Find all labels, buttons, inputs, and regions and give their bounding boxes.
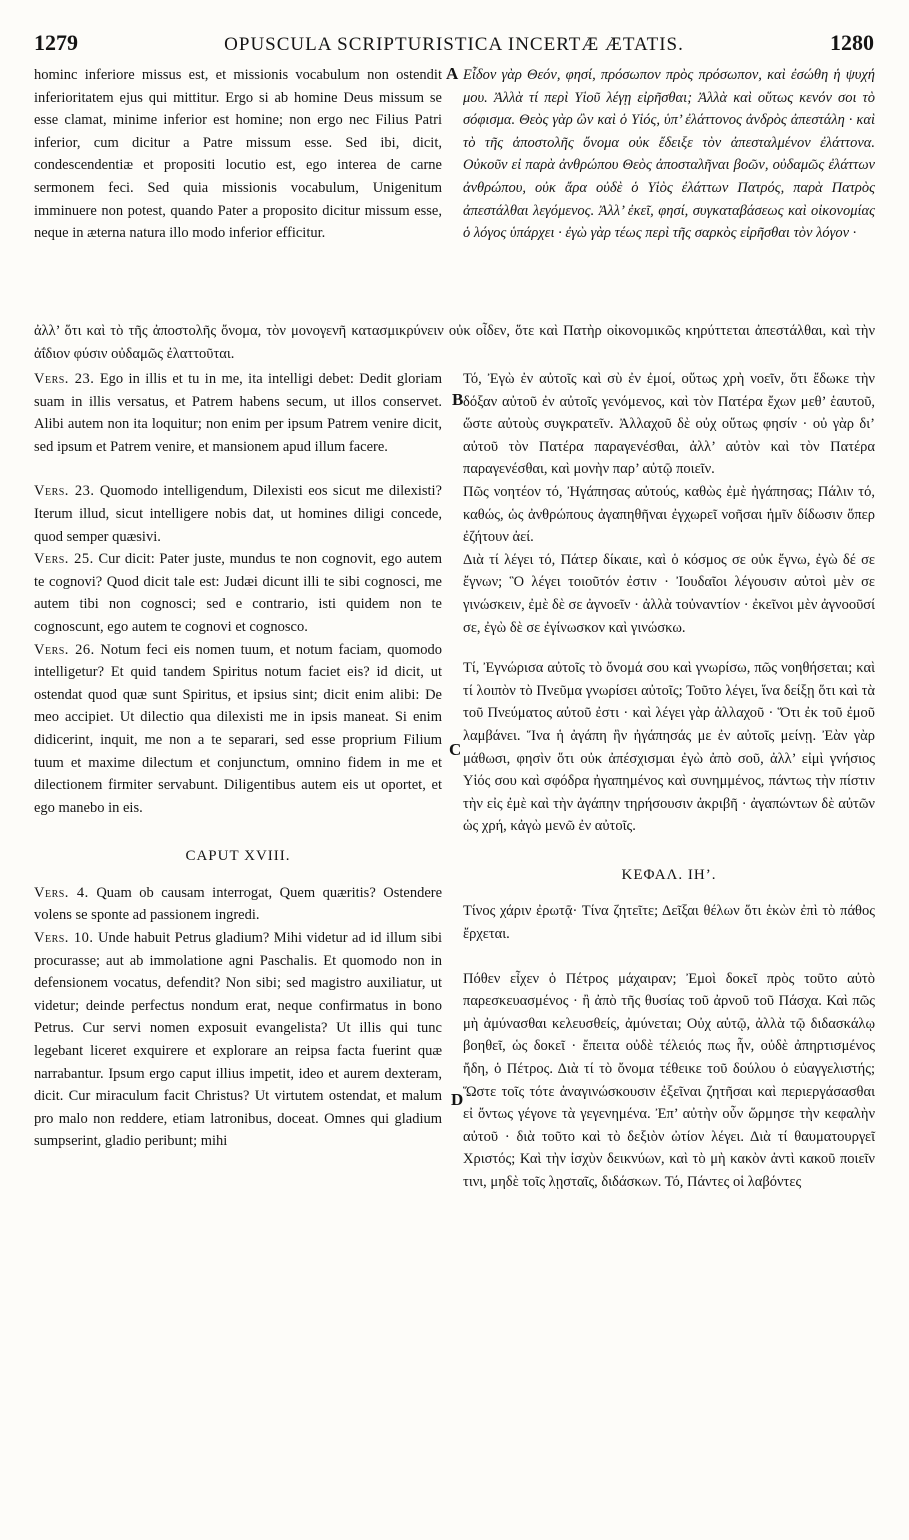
margin-letter-c: C [449,740,462,759]
chapter-heading-greek: ΚΕΦΑΛ. ΙΗ’. [621,866,717,883]
latin-verse [34,480,442,548]
verse-label: Vers. 4. [34,884,89,901]
verse-text: Unde habuit Petrus gladium? Mihi videtur ad id illum sibi procurasse; aut ab immolatione agni Paschalis. Et quomodo non in defensionem vocatus, defendit? Non sibi; sed magistro auxiliatur, ut videtur; deinde perfectus nondum erat, neque confirmatus in bono Petrus. Cur servi nomen exposuit evangelista? Ut illis qui tunc legebant liceret exquirere et explorare an reipsa facta fuerint quæ narrabantur. Ipsum ergo caput illius impetit, ideo et aurem dexteram, dicit. Cur miraculum facit Christus? Ut virtutem ostendat, et malum pro malo non reddere, etiam latronibus, doceat. Omnes qui gladium sumpserint, gladio peribunt; mihi [34,930,442,1150]
greek-column-main [463,368,875,1194]
greek-verse: Πόθεν εἶχεν ὁ Πέτρος μάχαιραν; Ἐμοὶ δοκεῖ πρὸς τοῦτο αὐτὸ παρεσκευασμένος · ἢ ἀπὸ τῆς θυσίας τοῦ ἀρνοῦ τοῦ Πάσχα. Καὶ πῶς μὴ ἀμύνασθαι κελευσθείς, ἀμύνεται; Οὐχ αὑτῷ, ἀλλὰ τῷ διδασκάλῳ βοηθεῖ, ὡς δοκεῖ · ἔπειτα οὐδὲ τέλειός πως ἦν, οὐδὲ ἀπηρτισμένος ἤδη, ὁ Πέτρος. Διὰ τί τὸ ὄνομα τέθεικε τοῦ δούλου ὁ εὐαγγελιστής; Ὥστε τοῖς τότε ἀναγινώσκουσιν ἐξεῖναι ζητῆσαι καὶ περιεργάσασθαι εἰ ὄντως γέγονε τὰ γεγενημένα. Ἐπ’ αὐτὴν οὖν ὥρμησε τὴν κεφαλὴν αὐτοῦ · διὰ τοῦτο καὶ τὸ δεξιὸν ὠτίον λέγει. Διὰ τί θαυματουργεῖ Χριστός; Καὶ τὴν ἰσχὺν δεικνύων, καὶ τὸ μὴ κακὸν ἀντὶ κακοῦ ποιεῖν τινι, μηδὲ τοῖς λῃσταῖς, διδάσκων. Τό, Πάντες οἱ λαβόντες [463,970,875,1190]
latin-verse [34,927,442,1153]
latin-column-top [34,64,442,245]
greek-verse: Τό, Ἐγὼ ἐν αὐτοῖς καὶ σὺ ἐν ἐμοί, οὕτως χρὴ νοεῖν, ὅτι ἔδωκε τὴν δόξαν αὐτοῦ ἐν αὐτοῖς γενόμενος, καὶ τὸν Πατέρα ἔχων μεθ’ ἑαυτοῦ, ὥστε αὐτοὺς συγκρατεῖν. Ἀλλαχοῦ δὲ οὐχ οὕτως φησίν · οὐ γὰρ δι’ αὐτοῦ τὸν Πατέρα παραγενέσθαι, ἀλλ’ αὐτὸν καὶ τὸν Πατέρα παραγενέσθαι, καὶ μονὴν παρ’ αὐτῷ ποιεῖν. [463,371,875,478]
margin-letter-d: D [451,1090,464,1109]
greek-full-width-line [34,320,875,365]
verse-label: Vers. 26. [34,641,95,658]
verse-label: Vers. 23. [34,371,95,387]
margin-letter-b: B [452,390,464,409]
greek-continuation: ἀλλ’ ὅτι καὶ τὸ τῆς ἀποστολῆς ὄνομα, τὸν μονογενῆ κατασμικρύνειν οὐκ οἶδεν, ὅτε καὶ Πατὴρ οἰκονομικῶς κηρύττεται ἀπεστάλθαι, καὶ τὴν ἀΐδιον φύσιν οὐδαμῶς ἐλαττοῦται. [34,323,875,362]
verse-text: Quam ob causam interrogat, Quem quæritis? Ostendere volens se sponte ad passionem ingredi. [34,884,443,924]
latin-verse [34,882,442,927]
verse-label: Vers. 10. [34,930,94,947]
latin-verse [34,548,442,638]
chapter-heading-latin: CAPUT XVIII. [185,848,291,865]
greek-column-top [463,64,875,245]
latin-paragraph: hominc inferiore missus est, et missionis vocabulum non ostendit inferioritatem ejus qui mittitur. Ergo si ab homine Deus missum se esse clamat, minime inferior est homine; non ergo nec Filius Patri inferior, cum dicitur a Patre missum esse. Sed ibi, dicit, condescendentiæ et propositi locutio est, ego interea de carne sermonem feci. Sed quia missionis vocabulum, Unigenitum imminuere non potest, quando Pater a proposito dicitur missum esse, neque in æterna natura illo modo inferior efficitur. [34,67,442,242]
verse-text: Quomodo intelligendum, Dilexisti eos sicut me dilexisti? Iterum illud, sicut intelligere nobis dat, ut homines diligi concede, quod semper quæsivi. [34,483,442,545]
margin-letter-a: A [446,64,459,83]
latin-column-main [34,368,442,1153]
greek-verse: Τί, Ἐγνώρισα αὐτοῖς τὸ ὄνομά σου καὶ γνωρίσω, πῶς νοηθήσεται; καὶ τί λοιπὸν τὸ Πνεῦμα γνωρίσει αὐτοῖς; Τοῦτο λέγει, ἵνα δείξῃ ὅτι καὶ τὰ τοῦ Πνεύματος αὐτοῦ ἐστι · καὶ λέγει γὰρ ἀλλαχοῦ · Ὅτι ἐκ τοῦ ἐμοῦ λαμβάνει. Ἵνα ἡ ἀγάπη ἣν ἠγάπησάς με ἐν αὐτοῖς μείνῃ. Ἐὰν γὰρ μάθωσι, φησὶν ὅτι οὐκ ἀπέσχισμαι ἐγὼ ἀπὸ σοῦ, ἀλλ’ εἰμὶ γνήσιος Υἱός σου καὶ σφόδρα ἠγαπημένος καὶ συνημμένος, πάντως τὴν πίστιν τὴν εἰς ἐμὲ καὶ τὴν ἀγάπην τηρήσουσιν ἀκριβῆ · ἀγαπώντων δὲ αὐτῶν ὡς χρή, κἀγὼ μενῶ ἐν αὐτοῖς. [463,660,875,835]
latin-verse [34,639,442,820]
verse-label: Vers. 25. [34,551,94,568]
greek-verse: Τίνος χάριν ἐρωτᾷ· Τίνα ζητεῖτε; Δεῖξαι θέλων ὅτι ἑκὼν ἐπὶ τὸ πάθος ἔρχεται. [463,903,875,943]
greek-verse: Διὰ τί λέγει τό, Πάτερ δίκαιε, καὶ ὁ κόσμος σε οὐκ ἔγνω, ἐγὼ δέ σε ἔγνων; Ὃ λέγει τοιοῦτόν ἐστιν · Ἰουδαῖοι λέγουσιν αὐτοὶ μὲν σε γινώσκειν, ἐμὲ δὲ σε ἀγνοεῖν · ἀλλὰ τοὐναντίον · ἐκεῖνοι μὲν ἀγνοοῦσί σε, ἐγὼ δὲ σε ἐγίνωσκον καὶ γινώσκω. [463,551,875,636]
running-title: OPUSCULA SCRIPTURISTICA INCERTÆ ÆTATIS. [224,34,684,55]
verse-label: Vers. 23. [34,483,95,500]
greek-paragraph: Εἶδον γὰρ Θεόν, φησί, πρόσωπον πρὸς πρόσωπον, καὶ ἐσώθη ἡ ψυχή μου. Ἀλλὰ τί περὶ Υἱοῦ λέγῃ εἰρῆσθαι; Ἀλλὰ καὶ οὕτως κενόν σοι τὸ σόφισμα. Θεὸς γὰρ ὢν καὶ ὁ Υἱός, ὑπ’ ἐλάττονος ἀνδρὸς ἀπεστάλη · καὶ τὸ τῆς ἀποστολῆς ὄνομα οὐκ ἔδειξε τὸν ἀπεσταλμένον ἐλάττονα. Οὐκοῦν εἰ παρὰ ἀνθρώπου Θεὸς ἀποσταλῆναι βοῶν, οὐδαμῶς ἐλάττων ἀνθρώπου, οὐκ ἄρα οὐδὲ ὁ Υἱὸς ἐλάττων Πατρός, παρὰ Πατρὸς ἀπεστάλθαι λεγόμενος. Ἀλλ’ ἐκεῖ, φησί, συγκαταβάσεως καὶ οἰκονομίας ὁ λόγος ὑπάρχει · ἐγὼ γὰρ τέως περὶ τῆς σαρκὸς εἰρῆσθαι τὸν λόγον · [463,67,875,242]
verse-text: Cur dicit: Pater juste, mundus te non cognovit, ego autem te cognovi? Quod dicit tale est: Judæi dicunt illi te sibi cognosci, me autem tibi non cognosci; sed e contrario, isti quidem non te cognoscunt, ego autem te cognovi et cognosco. [34,551,442,635]
running-header [34,30,874,58]
verse-text: Notum feci eis nomen tuum, et notum faciam, quomodo intelligetur? Et quid tandem Spiritus notum faciet eis? id dicit, ut ostendat quod quæ sunt Spiritus, et ipsius sint; dicit enim alibi: De meo accipiet. Ut dilectio qua dilexisti me in ipsis maneat. Si enim didicerint, inquit, me non a te separari, sed esse proprium Filium tuum et maxime dilectum et conjunctum, omnino fidem in me et dilectionem firmiter servabunt. Diligentibus autem eis ut oportet, et ego manebo in eis. [34,641,442,816]
greek-verse: Πῶς νοητέον τό, Ἠγάπησας αὐτούς, καθὼς ἐμὲ ἠγάπησας; Πάλιν τό, καθώς, ὡς ἀνθρώπους ἀγαπηθῆναι ἐγχωρεῖ νοῆσαι ἡμῖν δίδωσιν ὅπερ ἐζήτουν ἀεί. [463,483,875,546]
page-number-right: 1280 [830,30,874,55]
latin-verse [34,368,442,458]
page-number-left: 1279 [34,30,78,55]
verse-text: Ego in illis et tu in me, ita intelligi debet: Dedit gloriam suam in illis versatus, et Patrem habens secum, ut illos conservet. Alibi autem non ita loquitur; non enim per ipsum Patrem venire dicit, sed ipsum et Patrem venire, et mansionem apud illum facere. [34,371,442,455]
